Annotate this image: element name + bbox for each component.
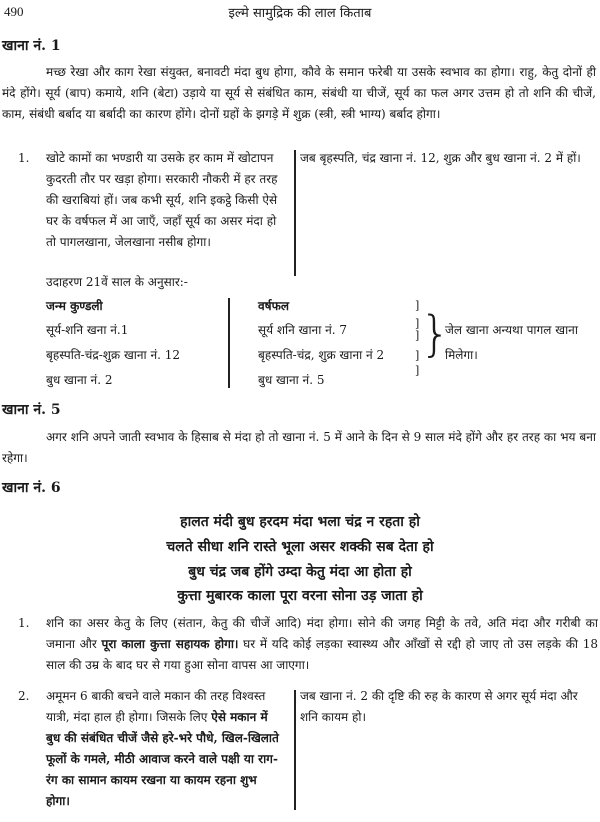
poem-line: बुध चंद्र जब होंगे उम्दा केतु मंदा आ होता हो: [188, 564, 412, 580]
item-1-condition: जब बृहस्पति, चंद्र खाना नं. 12, शुक्र और बुध खाना नं. 2 में हों।: [300, 151, 581, 165]
curly-brace-icon: }: [420, 306, 451, 362]
section-5-intro: अगर शनि अपने जाती स्वभाव के हिसाब से मंदा हो तो खाना नं. 5 में आने के दिन से 9 साल मंदे होंगे और हर तरह का भय बना रहेगा।: [2, 430, 596, 465]
item-6-1-text-a: शनि का असर केतु के लिए (संतान, केतु की चीजें आदि) मंदा होगा। सोने की जगह मिट्टी के तवे, अति मंदा और गरीबी का जमाना और: [46, 616, 598, 651]
item-1-text: खोटे कामों का भण्डारी या उसके हर काम में खोटापन कुदरती तौर पर खड़ा होगा। सरकारी नौकरी में हर तरह की खराबियां हों। जब कभी सूर्य, शनि इकट्ठे किसी ऐसे घर के वर्षफल में आ जाएँ, जहाँ सूर्य का असर मंदा हो तो पागलखाना, जेलखाना नसीब होगा।: [46, 151, 278, 249]
page-number: 490: [4, 4, 24, 19]
varshphal-row: बुध खाना नं. 5: [258, 373, 325, 387]
result-line: मिलेगा।: [445, 348, 478, 362]
varshphal-row: बृहस्पति-चंद्र, शुक्र खाना नं 2: [258, 348, 385, 362]
running-title: इल्मे सामुद्रिक की लाल किताब: [228, 6, 372, 21]
bracket-mark: ]: [415, 299, 420, 312]
bracket-mark: ]: [415, 364, 420, 377]
item-number: 1.: [18, 616, 30, 630]
poem-line: हालत मंदी बुध हरदम मंदा भला चंद्र न रहता हो: [180, 514, 420, 530]
bracket-mark: ]: [415, 349, 420, 362]
item-6-1-text: [46, 613, 598, 676]
varshphal-heading: वर्षफल: [258, 299, 289, 313]
column-divider: [294, 150, 296, 276]
section-heading-khana-5: खाना नं. 5: [2, 402, 61, 418]
item-6-1-text-bold: पूरा काला कुत्ता सहायक होगा।: [101, 637, 239, 651]
example-label: उदाहरण 21वें साल के अनुसार:-: [46, 275, 188, 289]
janm-kundali-row: सूर्य-शनि खना नं.1: [46, 323, 129, 337]
janm-kundali-heading: जन्म कुण्डली: [46, 299, 103, 313]
item-6-2-text-bold: ऐसे मकान में बुध की संबंधित चीजें जैसे हरे-भरे पौधे, खिल-खिलाते फूलों के गमले, मीठी आवाज करने वाले पक्षी या राग-रंग का सामान कायम रखना या कायम रहना शुभ होगा।: [46, 710, 279, 808]
section-heading-khana-6: खाना नं. 6: [2, 480, 61, 496]
bracket-mark: ]: [415, 317, 420, 330]
item-6-2-text-a: अमूमन 6 बाकी बचने वाले मकान की तरह विश्वस्त यात्री, मंदा हाल ही होगा। जिसके लिए: [46, 689, 266, 724]
item-6-2-condition: जब खाना नं. 2 की दृष्टि की रुह के कारण से अगर सूर्य मंदा और शनि कायम हो।: [300, 689, 578, 724]
section-1-intro: मच्छ रेखा और काग रेखा संयुक्त, बनावटी मंदा बुध होगा, कौवे के समान फरेबी या उसके स्वभाव का होगा। राहु, केतु दोनों ही मंदे होंगे। सूर्य (बाप) कमाये, शनि (बेटा) उड़ाये या सूर्य से संबंधित काम, संबंधी या चीजें, सूर्य का फल अगर उत्तम हो तो शनि की चीजें, काम, संबंधी बर्बाद या बर्बादी का कारण होंगे। दोनों ग्रहों के झगड़े में शुक्र (स्त्री, स्त्री भाग्य) बर्बाद होगा।: [2, 65, 596, 121]
poem-line: चलते सीधा शनि रास्ते भूला असर शक्की सब देता हो: [166, 539, 434, 555]
item-6-2-text: [46, 686, 284, 812]
poem-line: कुत्ता मुबारक काला पूरा वरना सोना उड़ जाता हो: [177, 588, 423, 604]
janm-kundali-row: बृहस्पति-चंद्र-शुक्र खाना नं. 12: [46, 348, 181, 362]
janm-kundali-row: बुध खाना नं. 2: [46, 373, 113, 387]
item-number: 2.: [18, 689, 30, 703]
item-6-1-text-b: घर में यदि कोई लड़का स्वास्थ्य और आँखों से रद्दी हो जाए तो उस लड़के की 18 साल की उम्र के बाद घर से गया हुआ सोना वापस आ जाएगा।: [46, 637, 598, 672]
section-heading-khana-1: खाना नं. 1: [2, 38, 61, 54]
column-divider: [294, 690, 296, 810]
item-number: 1.: [18, 151, 30, 165]
bracket-mark: ]: [415, 329, 420, 342]
result-line: जेल खाना अन्यथा पागल खाना: [445, 323, 578, 337]
table-divider: [228, 298, 230, 388]
varshphal-row: सूर्य शनि खाना नं. 7: [258, 323, 348, 337]
